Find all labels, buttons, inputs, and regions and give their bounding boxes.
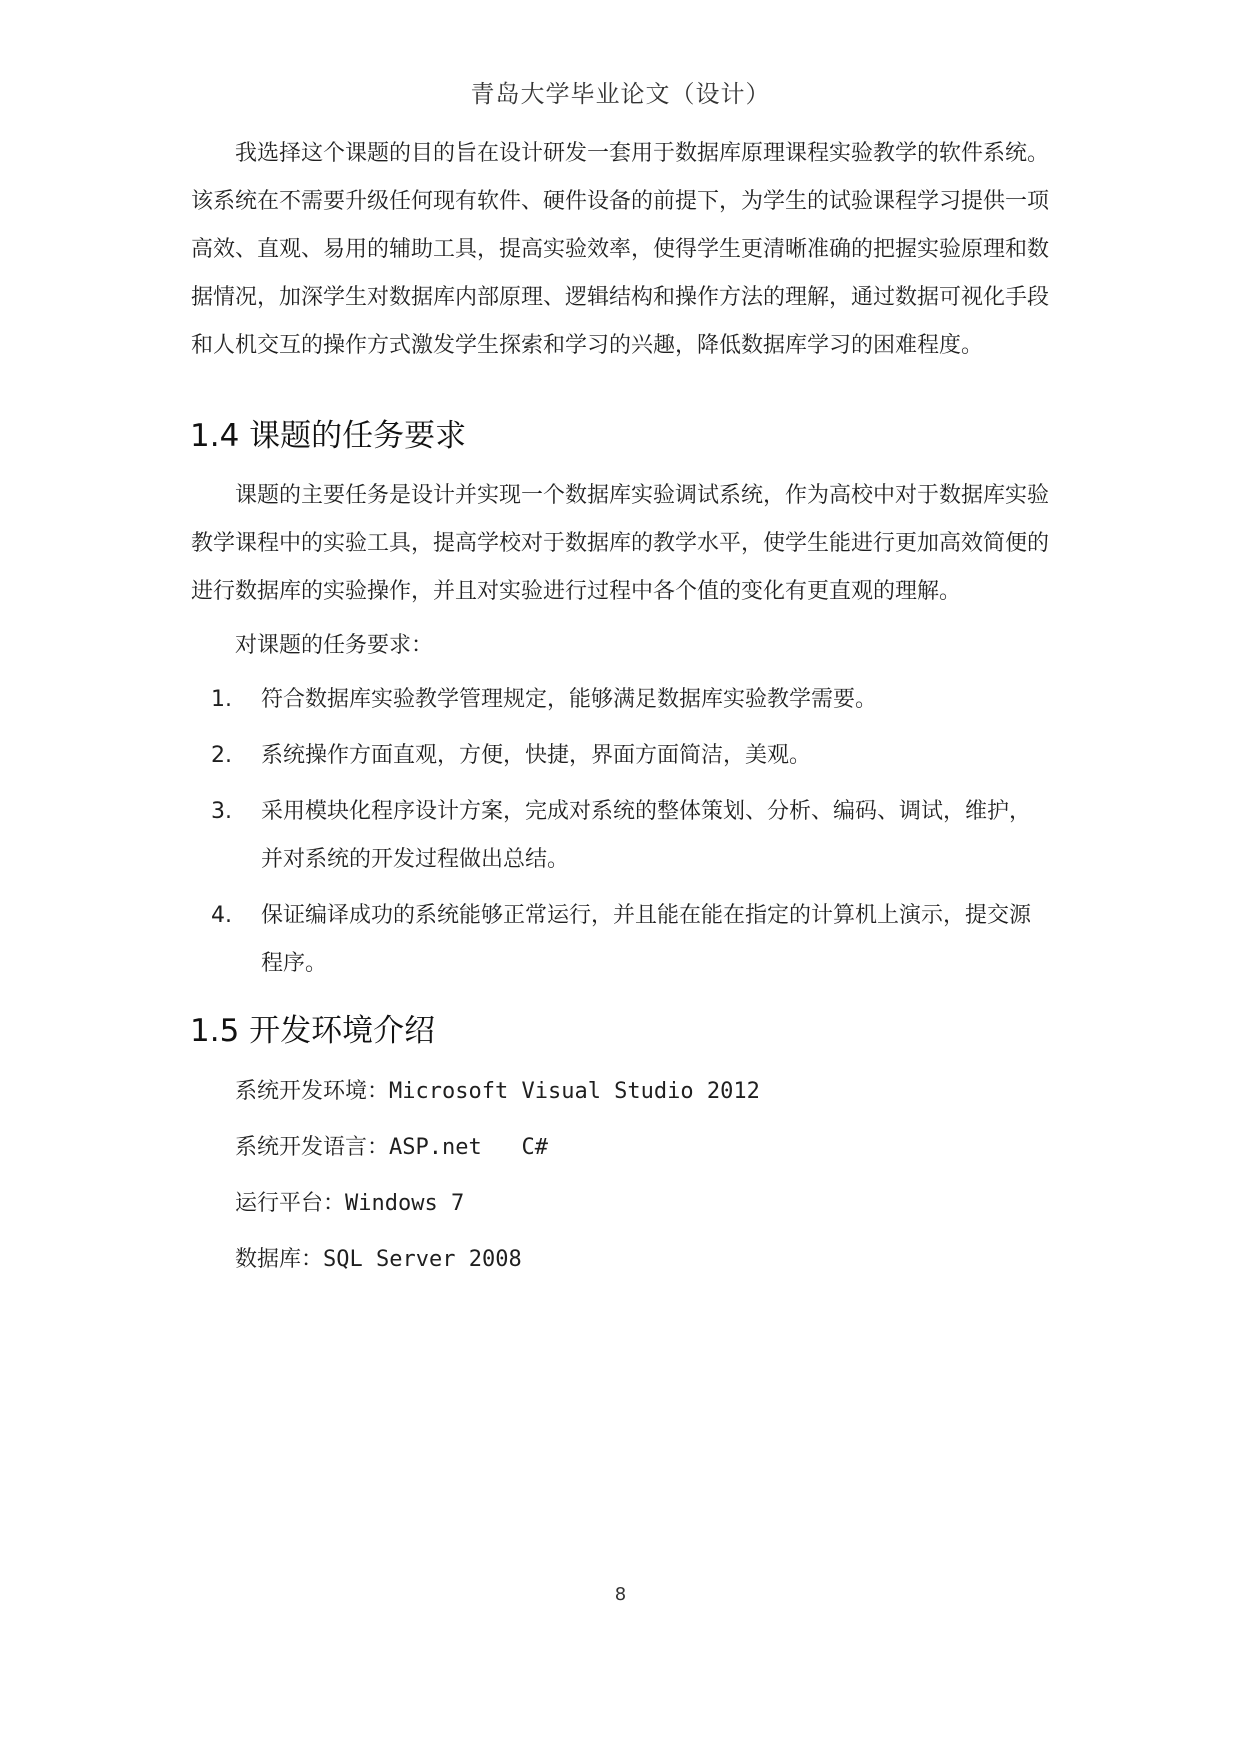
list-item-number: 3.: [211, 799, 232, 824]
intro-paragraph: 我选择这个课题的目的旨在设计研发一套用于数据库原理课程实验教学的软件系统。该系统在不需要升级任何现有软件、硬件设备的前提下，为学生的试验课程学习提供一项高效、直观、易用的辅助工具，提高实验效率，使得学生更清晰准确的把握实验原理和数据情况，加深学生对数据库内部原理、逻辑结构和操作方法的理解，通过数据可视化手段和人机交互的操作方式激发学生探索和学习的兴趣，降低数据库学习的困难程度。: [191, 141, 1050, 358]
dev-environment-block: [191, 1068, 1051, 1292]
list-item-number: 2.: [211, 743, 232, 768]
env-label: 数据库：: [235, 1247, 324, 1272]
env-label: 系统开发语言：: [235, 1135, 390, 1160]
env-label: 系统开发环境：: [235, 1079, 390, 1104]
list-item-text: 采用模块化程序设计方案，完成对系统的整体策划、分析、编码、调试，维护，并对系统的开发过程做出总结。: [261, 799, 1032, 872]
env-line-ide: [191, 1068, 1051, 1124]
list-item-text: 系统操作方面直观，方便，快捷，界面方面简洁，美观。: [261, 743, 812, 768]
list-item-number: 4.: [211, 903, 232, 928]
task-list-intro: 对课题的任务要求：: [235, 633, 434, 658]
page-number: 8: [614, 1584, 627, 1605]
section-1-4-paragraph: 课题的主要任务是设计并实现一个数据库实验调试系统，作为高校中对于数据库实验教学课程中的实验工具，提高学校对于数据库的教学水平，使学生能进行更加高效简便的进行数据库的实验操作，并且对实验进行过程中各个值的变化有更直观的理解。: [191, 483, 1050, 604]
env-line-platform: [191, 1180, 1051, 1236]
list-item: [191, 892, 1051, 988]
env-line-language: [191, 1124, 1051, 1180]
env-line-database: [191, 1236, 1051, 1292]
task-requirements-list: [191, 676, 1051, 988]
env-value: Microsoft Visual Studio 2012: [389, 1079, 760, 1104]
list-item-number: 1.: [211, 687, 232, 712]
intro-paragraph-block: [191, 130, 1051, 370]
env-label: 运行平台：: [235, 1191, 346, 1216]
list-item-text: 保证编译成功的系统能够正常运行，并且能在能在指定的计算机上演示，提交源程序。: [261, 903, 1032, 976]
env-value: SQL Server 2008: [323, 1247, 522, 1272]
list-item: [191, 732, 1051, 780]
list-item: [191, 676, 1051, 724]
env-value: ASP.net C#: [389, 1135, 548, 1160]
section-1-4-body: [191, 472, 1051, 996]
section-heading-1-5: 1.5 开发环境介绍: [190, 1013, 436, 1049]
list-item: [191, 788, 1051, 884]
page-header: 青岛大学毕业论文（设计）: [470, 80, 771, 108]
list-item-text: 符合数据库实验教学管理规定，能够满足数据库实验教学需要。: [261, 687, 878, 712]
env-value: Windows 7: [345, 1191, 465, 1216]
section-heading-1-4: 1.4 课题的任务要求: [190, 418, 467, 454]
